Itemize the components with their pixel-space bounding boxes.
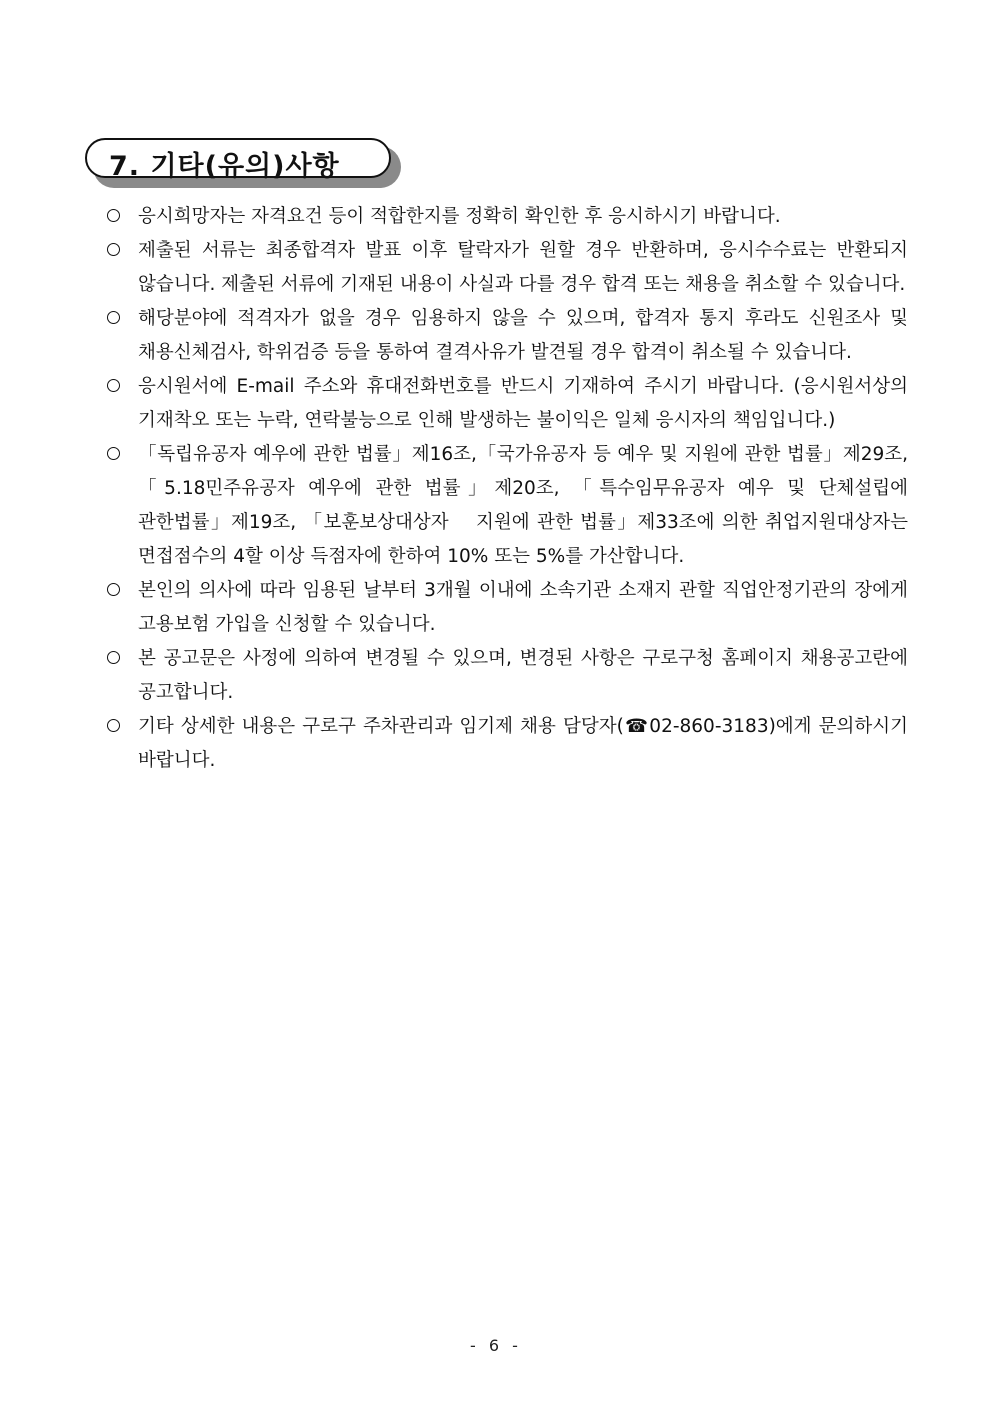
circle-bullet-icon	[107, 583, 120, 596]
notice-text: 본인의 의사에 따라 임용된 날부터 3개월 이내에 소속기관 소재지 관할 직업안정기관의 장에게 고용보험 가입을 신청할 수 있습니다.	[138, 580, 908, 635]
notice-item-4	[104, 370, 908, 438]
notice-text: 본 공고문은 사정에 의하여 변경될 수 있으며, 변경된 사항은 구로구청 홈페이지 채용공고란에 공고합니다.	[138, 648, 908, 703]
notice-list	[104, 200, 908, 778]
notice-text: 해당분야에 적격자가 없을 경우 임용하지 않을 수 있으며, 합격자 통지 후라도 신원조사 및 채용신체검사, 학위검증 등을 통하여 결격사유가 발견될 경우 합격이 취소될 수 있습니다.	[138, 308, 908, 363]
notice-text: 응시원서에 E-mail 주소와 휴대전화번호를 반드시 기재하여 주시기 바랍니다. (응시원서상의 기재착오 또는 누락, 연락불능으로 인해 발생하는 불이익은 일체 응시자의 책임입니다.)	[138, 376, 908, 431]
circle-bullet-icon	[107, 209, 120, 222]
notice-text: 제출된 서류는 최종합격자 발표 이후 탈락자가 원할 경우 반환하며, 응시수수료는 반환되지 않습니다. 제출된 서류에 기재된 내용이 사실과 다를 경우 합격 또는 채용을 취소할 수 있습니다.	[138, 240, 908, 295]
circle-bullet-icon	[107, 719, 120, 732]
notice-item-1	[104, 200, 908, 234]
circle-bullet-icon	[107, 311, 120, 324]
circle-bullet-icon	[107, 243, 120, 256]
heading-badge	[85, 138, 391, 182]
notice-item-5	[104, 438, 908, 574]
notice-text: 「독립유공자 예우에 관한 법률」제16조,「국가유공자 등 예우 및 지원에 관한 법률」제29조, 「5.18민주유공자 예우에 관한 법률」제20조, 「특수임무유공자 예우 및 단체설립에 관한법률」제19조, 「보훈보상대상자 지원에 관한 법률」제33조에 의한 취업지원대상자는 면접점수의 4할 이상 득점자에 한하여 10% 또는 5%를 가산합니다.	[138, 444, 908, 567]
page-number: - 6 -	[470, 1336, 522, 1355]
circle-bullet-icon	[107, 379, 120, 392]
notice-item-6	[104, 574, 908, 642]
section-title: 7. 기타(유의)사항	[109, 151, 340, 182]
notice-text: 응시희망자는 자격요건 등이 적합한지를 정확히 확인한 후 응시하시기 바랍니다.	[138, 206, 781, 227]
circle-bullet-icon	[107, 447, 120, 460]
notice-item-3	[104, 302, 908, 370]
notice-item-7	[104, 642, 908, 710]
notice-item-8	[104, 710, 908, 778]
notice-text: 기타 상세한 내용은 구로구 주차관리과 임기제 채용 담당자(☎02-860-3183)에게 문의하시기 바랍니다.	[138, 716, 908, 771]
circle-bullet-icon	[107, 651, 120, 664]
notice-item-2	[104, 234, 908, 302]
section-heading	[85, 138, 403, 190]
